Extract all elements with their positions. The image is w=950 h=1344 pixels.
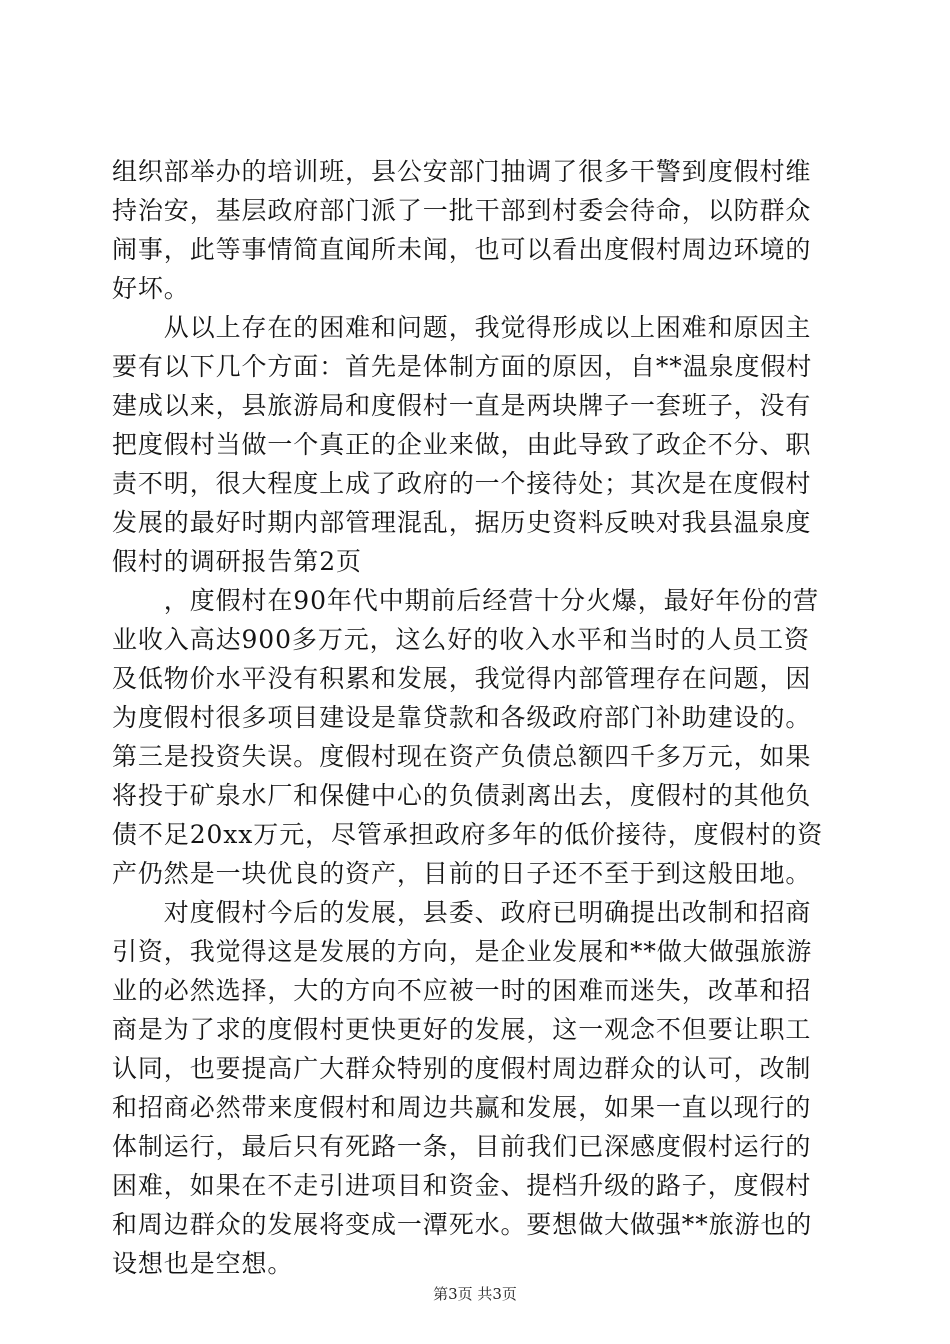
document-body <box>112 152 832 1283</box>
text-line: 业收入高达900多万元，这么好的收入水平和当时的人员工资 <box>112 625 810 654</box>
text-line: 要有以下几个方面：首先是体制方面的原因，自**温泉度假村 <box>112 352 813 381</box>
text-line: 组织部举办的培训班，县公安部门抽调了很多干警到度假村维 <box>112 157 812 186</box>
text-line: 债不足20xx万元，尽管承担政府多年的低价接待，度假村的资 <box>112 820 824 849</box>
text-line: 及低物价水平没有积累和发展，我觉得内部管理存在问题，因 <box>112 664 812 693</box>
text-line: 把度假村当做一个真正的企业来做，由此导致了政企不分、职 <box>112 430 812 459</box>
text-line: 产仍然是一块优良的资产，目前的日子还不至于到这般田地。 <box>112 859 812 888</box>
text-line: 业的必然选择，大的方向不应被一时的困难而迷失，改革和招 <box>112 976 812 1005</box>
text-line: 和招商必然带来度假村和周边共赢和发展，如果一直以现行的 <box>112 1093 812 1122</box>
text-line: 发展的最好时期内部管理混乱，据历史资料反映对我县温泉度 <box>112 508 812 537</box>
text-line: 建成以来，县旅游局和度假村一直是两块牌子一套班子，没有 <box>112 391 812 420</box>
text-line: 和周边群众的发展将变成一潭死水。要想做大做强**旅游也的 <box>112 1210 813 1239</box>
text-line: 从以上存在的困难和问题，我觉得形成以上困难和原因主 <box>112 313 812 342</box>
text-line: 商是为了求的度假村更快更好的发展，这一观念不但要让职工 <box>112 1015 812 1044</box>
text-line: 困难，如果在不走引进项目和资金、提档升级的路子，度假村 <box>112 1171 812 1200</box>
text-line: 闹事，此等事情简直闻所未闻，也可以看出度假村周边环境的 <box>112 235 812 264</box>
text-line: 认同，也要提高广大群众特别的度假村周边群众的认可，改制 <box>112 1054 812 1083</box>
text-line: 持治安，基层政府部门派了一批干部到村委会待命，以防群众 <box>112 196 812 225</box>
text-line: ，度假村在90年代中期前后经营十分火爆，最好年份的营 <box>112 586 820 615</box>
page-number-footer: 第3页 共3页 <box>433 1285 517 1303</box>
text-line: 体制运行，最后只有死路一条，目前我们已深感度假村运行的 <box>112 1132 812 1161</box>
text-line: 责不明，很大程度上成了政府的一个接待处；其次是在度假村 <box>112 469 812 498</box>
text-line: 引资，我觉得这是发展的方向，是企业发展和**做大做强旅游 <box>112 937 813 966</box>
text-line: 好坏。 <box>112 274 190 303</box>
text-line: 为度假村很多项目建设是靠贷款和各级政府部门补助建设的。 <box>112 703 812 732</box>
text-line: 对度假村今后的发展，县委、政府已明确提出改制和招商 <box>112 898 812 927</box>
text-line: 设想也是空想。 <box>112 1249 294 1278</box>
text-line: 将投于矿泉水厂和保健中心的负债剥离出去，度假村的其他负 <box>112 781 812 810</box>
text-line: 假村的调研报告第2页 <box>112 547 362 576</box>
text-line: 第三是投资失误。度假村现在资产负债总额四千多万元，如果 <box>112 742 812 771</box>
